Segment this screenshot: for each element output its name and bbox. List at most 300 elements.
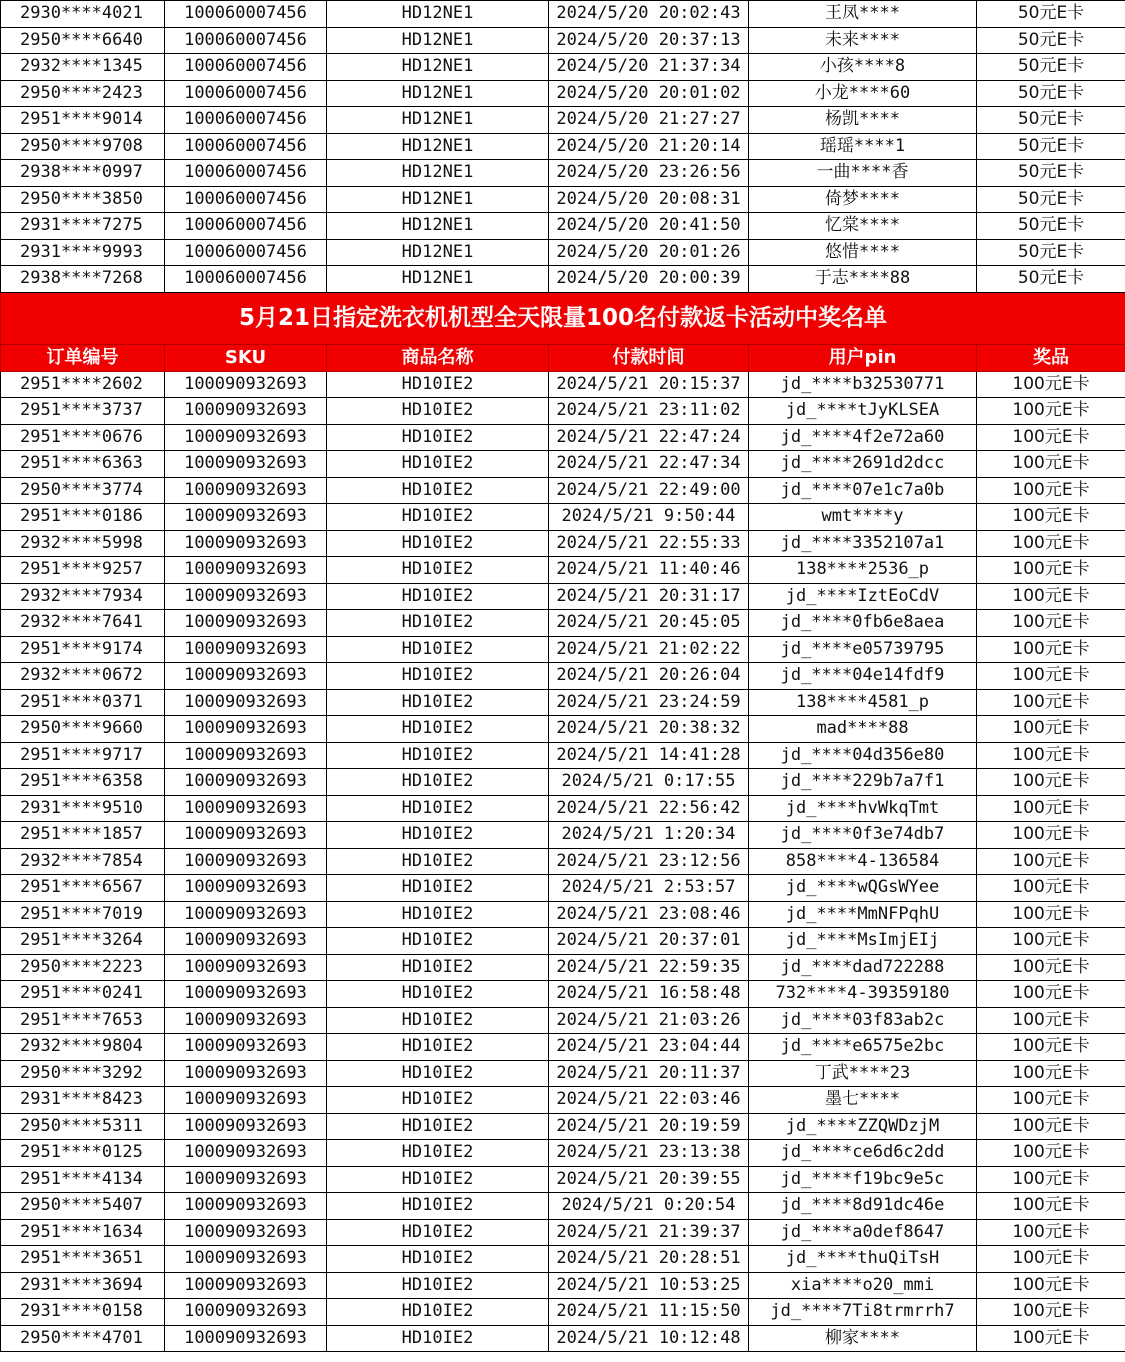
product-name-cell: HD10IE2 — [327, 504, 549, 531]
order-id-cell: 2950****5311 — [1, 1113, 165, 1140]
product-name-cell: HD10IE2 — [327, 1060, 549, 1087]
payment-time-cell: 2024/5/21 20:19:59 — [549, 1113, 749, 1140]
payment-time-cell: 2024/5/20 21:20:14 — [549, 133, 749, 160]
product-name-cell: HD10IE2 — [327, 663, 549, 690]
payment-time-cell: 2024/5/21 22:55:33 — [549, 530, 749, 557]
user-pin-cell: jd_****04d356e80 — [749, 742, 977, 769]
payment-time-cell: 2024/5/21 23:13:38 — [549, 1140, 749, 1167]
sku-cell: 100090932693 — [165, 981, 327, 1008]
table-row — [1, 107, 1125, 134]
order-id-cell: 2931****8423 — [1, 1087, 165, 1114]
order-id-cell: 2951****3264 — [1, 928, 165, 955]
sku-cell: 100090932693 — [165, 610, 327, 637]
sku-cell: 100090932693 — [165, 530, 327, 557]
sku-cell: 100090932693 — [165, 477, 327, 504]
payment-time-cell: 2024/5/21 10:12:48 — [549, 1325, 749, 1352]
payment-time-cell: 2024/5/21 23:11:02 — [549, 398, 749, 425]
header-payment-time: 付款时间 — [549, 344, 749, 371]
payment-time-cell: 2024/5/21 22:03:46 — [549, 1087, 749, 1114]
product-name-cell: HD12NE1 — [327, 107, 549, 134]
section-title-row — [1, 292, 1125, 344]
order-id-cell: 2931****9993 — [1, 239, 165, 266]
product-name-cell: HD10IE2 — [327, 795, 549, 822]
payment-time-cell: 2024/5/21 21:39:37 — [549, 1219, 749, 1246]
user-pin-cell: 柳家**** — [749, 1325, 977, 1352]
prize-cell: 100元E卡 — [977, 398, 1125, 425]
prize-cell: 100元E卡 — [977, 981, 1125, 1008]
sku-cell: 100090932693 — [165, 716, 327, 743]
table-row — [1, 1007, 1125, 1034]
sku-cell: 100090932693 — [165, 1272, 327, 1299]
prize-cell: 100元E卡 — [977, 1272, 1125, 1299]
sku-cell: 100090932693 — [165, 742, 327, 769]
header-order-id: 订单编号 — [1, 344, 165, 371]
table-row — [1, 477, 1125, 504]
payment-time-cell: 2024/5/21 20:38:32 — [549, 716, 749, 743]
product-name-cell: HD10IE2 — [327, 742, 549, 769]
sku-cell: 100060007456 — [165, 27, 327, 54]
prize-cell: 50元E卡 — [977, 239, 1125, 266]
prize-cell: 100元E卡 — [977, 769, 1125, 796]
user-pin-cell: 墨七**** — [749, 1087, 977, 1114]
product-name-cell: HD10IE2 — [327, 875, 549, 902]
table-row — [1, 371, 1125, 398]
user-pin-cell: jd_****hvWkqTmt — [749, 795, 977, 822]
sku-cell: 100060007456 — [165, 213, 327, 240]
user-pin-cell: 138****4581_p — [749, 689, 977, 716]
sku-cell: 100090932693 — [165, 795, 327, 822]
payment-time-cell: 2024/5/21 20:15:37 — [549, 371, 749, 398]
user-pin-cell: 忆棠**** — [749, 213, 977, 240]
prize-cell: 50元E卡 — [977, 133, 1125, 160]
prize-cell: 100元E卡 — [977, 1219, 1125, 1246]
prize-cell: 100元E卡 — [977, 371, 1125, 398]
prize-cell: 50元E卡 — [977, 27, 1125, 54]
table-row — [1, 822, 1125, 849]
product-name-cell: HD12NE1 — [327, 133, 549, 160]
payment-time-cell: 2024/5/20 20:02:43 — [549, 1, 749, 28]
payment-time-cell: 2024/5/21 21:03:26 — [549, 1007, 749, 1034]
product-name-cell: HD10IE2 — [327, 398, 549, 425]
product-name-cell: HD10IE2 — [327, 371, 549, 398]
table-row — [1, 504, 1125, 531]
product-name-cell: HD12NE1 — [327, 80, 549, 107]
table-row — [1, 663, 1125, 690]
section1-rows — [1, 1, 1125, 293]
payment-time-cell: 2024/5/20 20:41:50 — [549, 213, 749, 240]
user-pin-cell: wmt****y — [749, 504, 977, 531]
prize-cell: 100元E卡 — [977, 716, 1125, 743]
product-name-cell: HD10IE2 — [327, 1034, 549, 1061]
table-row — [1, 848, 1125, 875]
payment-time-cell: 2024/5/21 20:28:51 — [549, 1246, 749, 1273]
product-name-cell: HD10IE2 — [327, 1007, 549, 1034]
payment-time-cell: 2024/5/21 20:31:17 — [549, 583, 749, 610]
payment-time-cell: 2024/5/21 22:56:42 — [549, 795, 749, 822]
table-row — [1, 1034, 1125, 1061]
user-pin-cell: jd_****MmNFPqhU — [749, 901, 977, 928]
table-row — [1, 186, 1125, 213]
prize-cell: 100元E卡 — [977, 583, 1125, 610]
user-pin-cell: jd_****f19bc9e5c — [749, 1166, 977, 1193]
sku-cell: 100090932693 — [165, 769, 327, 796]
sku-cell: 100090932693 — [165, 1325, 327, 1352]
order-id-cell: 2950****3850 — [1, 186, 165, 213]
user-pin-cell: jd_****229b7a7f1 — [749, 769, 977, 796]
table-row — [1, 981, 1125, 1008]
order-id-cell: 2951****9717 — [1, 742, 165, 769]
payment-time-cell: 2024/5/20 20:37:13 — [549, 27, 749, 54]
payment-time-cell: 2024/5/20 21:37:34 — [549, 54, 749, 81]
prize-cell: 100元E卡 — [977, 1193, 1125, 1220]
prize-cell: 50元E卡 — [977, 266, 1125, 293]
table-row — [1, 1113, 1125, 1140]
table-row — [1, 1219, 1125, 1246]
product-name-cell: HD12NE1 — [327, 239, 549, 266]
table-row — [1, 424, 1125, 451]
prize-cell: 100元E卡 — [977, 451, 1125, 478]
user-pin-cell: 一曲****香 — [749, 160, 977, 187]
payment-time-cell: 2024/5/21 20:45:05 — [549, 610, 749, 637]
table-row — [1, 795, 1125, 822]
user-pin-cell: jd_****thuQiTsH — [749, 1246, 977, 1273]
order-id-cell: 2932****7934 — [1, 583, 165, 610]
order-id-cell: 2951****1857 — [1, 822, 165, 849]
table-row — [1, 742, 1125, 769]
order-id-cell: 2951****7019 — [1, 901, 165, 928]
order-id-cell: 2950****9708 — [1, 133, 165, 160]
payment-time-cell: 2024/5/21 20:26:04 — [549, 663, 749, 690]
sku-cell: 100090932693 — [165, 928, 327, 955]
order-id-cell: 2951****0676 — [1, 424, 165, 451]
user-pin-cell: jd_****0f3e74db7 — [749, 822, 977, 849]
product-name-cell: HD10IE2 — [327, 451, 549, 478]
table-row — [1, 1060, 1125, 1087]
sku-cell: 100090932693 — [165, 1034, 327, 1061]
order-id-cell: 2932****1345 — [1, 54, 165, 81]
table-row — [1, 1166, 1125, 1193]
product-name-cell: HD12NE1 — [327, 1, 549, 28]
table-row — [1, 451, 1125, 478]
user-pin-cell: jd_****b32530771 — [749, 371, 977, 398]
order-id-cell: 2932****9804 — [1, 1034, 165, 1061]
product-name-cell: HD10IE2 — [327, 583, 549, 610]
user-pin-cell: 未来**** — [749, 27, 977, 54]
payment-time-cell: 2024/5/20 20:01:02 — [549, 80, 749, 107]
table-row — [1, 928, 1125, 955]
prize-cell: 100元E卡 — [977, 663, 1125, 690]
prize-cell: 50元E卡 — [977, 1, 1125, 28]
table-row — [1, 610, 1125, 637]
user-pin-cell: jd_****wQGsWYee — [749, 875, 977, 902]
order-id-cell: 2951****6363 — [1, 451, 165, 478]
user-pin-cell: jd_****ce6d6c2dd — [749, 1140, 977, 1167]
sku-cell: 100090932693 — [165, 1007, 327, 1034]
prize-cell: 100元E卡 — [977, 954, 1125, 981]
order-id-cell: 2951****2602 — [1, 371, 165, 398]
user-pin-cell: jd_****0fb6e8aea — [749, 610, 977, 637]
prize-cell: 100元E卡 — [977, 1325, 1125, 1352]
prize-cell: 100元E卡 — [977, 901, 1125, 928]
payment-time-cell: 2024/5/21 23:08:46 — [549, 901, 749, 928]
order-id-cell: 2950****9660 — [1, 716, 165, 743]
column-header-row — [1, 344, 1125, 371]
order-id-cell: 2951****9174 — [1, 636, 165, 663]
sku-cell: 100090932693 — [165, 1140, 327, 1167]
product-name-cell: HD10IE2 — [327, 901, 549, 928]
order-id-cell: 2931****9510 — [1, 795, 165, 822]
sku-cell: 100090932693 — [165, 371, 327, 398]
sku-cell: 100090932693 — [165, 398, 327, 425]
user-pin-cell: 倚梦**** — [749, 186, 977, 213]
prize-cell: 100元E卡 — [977, 424, 1125, 451]
payment-time-cell: 2024/5/21 10:53:25 — [549, 1272, 749, 1299]
table-row — [1, 636, 1125, 663]
table-row — [1, 1, 1125, 28]
product-name-cell: HD10IE2 — [327, 1299, 549, 1326]
user-pin-cell: jd_****a0def8647 — [749, 1219, 977, 1246]
prize-cell: 100元E卡 — [977, 689, 1125, 716]
prize-cell: 100元E卡 — [977, 504, 1125, 531]
sku-cell: 100090932693 — [165, 557, 327, 584]
order-id-cell: 2951****0186 — [1, 504, 165, 531]
product-name-cell: HD10IE2 — [327, 530, 549, 557]
sku-cell: 100090932693 — [165, 689, 327, 716]
product-name-cell: HD12NE1 — [327, 54, 549, 81]
product-name-cell: HD10IE2 — [327, 1166, 549, 1193]
sku-cell: 100090932693 — [165, 1087, 327, 1114]
payment-time-cell: 2024/5/21 22:47:24 — [549, 424, 749, 451]
product-name-cell: HD10IE2 — [327, 954, 549, 981]
section2-rows — [1, 371, 1125, 1352]
product-name-cell: HD10IE2 — [327, 822, 549, 849]
sku-cell: 100090932693 — [165, 822, 327, 849]
sku-cell: 100090932693 — [165, 1060, 327, 1087]
prize-cell: 100元E卡 — [977, 1007, 1125, 1034]
payment-time-cell: 2024/5/21 20:11:37 — [549, 1060, 749, 1087]
order-id-cell: 2951****3651 — [1, 1246, 165, 1273]
product-name-cell: HD10IE2 — [327, 769, 549, 796]
table-row — [1, 213, 1125, 240]
payment-time-cell: 2024/5/21 22:49:00 — [549, 477, 749, 504]
product-name-cell: HD10IE2 — [327, 981, 549, 1008]
product-name-cell: HD10IE2 — [327, 477, 549, 504]
prize-cell: 50元E卡 — [977, 80, 1125, 107]
table-row — [1, 266, 1125, 293]
order-id-cell: 2951****0241 — [1, 981, 165, 1008]
user-pin-cell: jd_****03f83ab2c — [749, 1007, 977, 1034]
product-name-cell: HD10IE2 — [327, 1272, 549, 1299]
order-id-cell: 2950****2223 — [1, 954, 165, 981]
sku-cell: 100060007456 — [165, 266, 327, 293]
user-pin-cell: jd_****4f2e72a60 — [749, 424, 977, 451]
table-row — [1, 530, 1125, 557]
payment-time-cell: 2024/5/20 20:08:31 — [549, 186, 749, 213]
sku-cell: 100090932693 — [165, 875, 327, 902]
user-pin-cell: jd_****ZZQWDzjM — [749, 1113, 977, 1140]
product-name-cell: HD12NE1 — [327, 186, 549, 213]
header-product-name: 商品名称 — [327, 344, 549, 371]
order-id-cell: 2938****7268 — [1, 266, 165, 293]
sku-cell: 100060007456 — [165, 133, 327, 160]
table-row — [1, 1272, 1125, 1299]
payment-time-cell: 2024/5/20 20:01:26 — [549, 239, 749, 266]
user-pin-cell: jd_****e6575e2bc — [749, 1034, 977, 1061]
product-name-cell: HD10IE2 — [327, 716, 549, 743]
payment-time-cell: 2024/5/21 11:40:46 — [549, 557, 749, 584]
payment-time-cell: 2024/5/21 22:59:35 — [549, 954, 749, 981]
product-name-cell: HD10IE2 — [327, 1087, 549, 1114]
table-row — [1, 769, 1125, 796]
table-row — [1, 54, 1125, 81]
header-user-pin: 用户pin — [749, 344, 977, 371]
product-name-cell: HD10IE2 — [327, 636, 549, 663]
sku-cell: 100090932693 — [165, 954, 327, 981]
order-id-cell: 2931****0158 — [1, 1299, 165, 1326]
user-pin-cell: jd_****3352107a1 — [749, 530, 977, 557]
user-pin-cell: 138****2536_p — [749, 557, 977, 584]
product-name-cell: HD12NE1 — [327, 213, 549, 240]
order-id-cell: 2950****2423 — [1, 80, 165, 107]
prize-cell: 100元E卡 — [977, 610, 1125, 637]
sku-cell: 100090932693 — [165, 1193, 327, 1220]
prize-cell: 100元E卡 — [977, 795, 1125, 822]
sku-cell: 100090932693 — [165, 451, 327, 478]
user-pin-cell: xia****o20_mmi — [749, 1272, 977, 1299]
sku-cell: 100090932693 — [165, 1246, 327, 1273]
order-id-cell: 2951****3737 — [1, 398, 165, 425]
user-pin-cell: 858****4-136584 — [749, 848, 977, 875]
prize-cell: 100元E卡 — [977, 636, 1125, 663]
product-name-cell: HD10IE2 — [327, 928, 549, 955]
prize-cell: 100元E卡 — [977, 1166, 1125, 1193]
sku-cell: 100060007456 — [165, 239, 327, 266]
order-id-cell: 2951****6567 — [1, 875, 165, 902]
prize-cell: 50元E卡 — [977, 186, 1125, 213]
payment-time-cell: 2024/5/21 14:41:28 — [549, 742, 749, 769]
order-id-cell: 2932****7641 — [1, 610, 165, 637]
user-pin-cell: 732****4-39359180 — [749, 981, 977, 1008]
order-id-cell: 2951****6358 — [1, 769, 165, 796]
table-row — [1, 133, 1125, 160]
product-name-cell: HD10IE2 — [327, 1140, 549, 1167]
header-sku: SKU — [165, 344, 327, 371]
order-id-cell: 2932****5998 — [1, 530, 165, 557]
user-pin-cell: jd_****dad722288 — [749, 954, 977, 981]
prize-cell: 100元E卡 — [977, 875, 1125, 902]
prize-cell: 100元E卡 — [977, 1246, 1125, 1273]
sku-cell: 100090932693 — [165, 504, 327, 531]
table-row — [1, 80, 1125, 107]
order-id-cell: 2938****0997 — [1, 160, 165, 187]
order-id-cell: 2951****9014 — [1, 107, 165, 134]
order-id-cell: 2951****4134 — [1, 1166, 165, 1193]
user-pin-cell: 丁武****23 — [749, 1060, 977, 1087]
product-name-cell: HD10IE2 — [327, 610, 549, 637]
sku-cell: 100090932693 — [165, 583, 327, 610]
product-name-cell: HD12NE1 — [327, 160, 549, 187]
product-name-cell: HD10IE2 — [327, 557, 549, 584]
user-pin-cell: 小孩****8 — [749, 54, 977, 81]
sku-cell: 100090932693 — [165, 636, 327, 663]
payment-time-cell: 2024/5/21 23:24:59 — [549, 689, 749, 716]
prize-cell: 50元E卡 — [977, 213, 1125, 240]
user-pin-cell: jd_****e05739795 — [749, 636, 977, 663]
payment-time-cell: 2024/5/21 20:39:55 — [549, 1166, 749, 1193]
sku-cell: 100090932693 — [165, 1113, 327, 1140]
table-row — [1, 1140, 1125, 1167]
sku-cell: 100090932693 — [165, 1166, 327, 1193]
order-id-cell: 2950****4701 — [1, 1325, 165, 1352]
prize-cell: 100元E卡 — [977, 1140, 1125, 1167]
product-name-cell: HD10IE2 — [327, 848, 549, 875]
user-pin-cell: jd_****IztEoCdV — [749, 583, 977, 610]
sku-cell: 100060007456 — [165, 1, 327, 28]
table-row — [1, 1299, 1125, 1326]
prize-cell: 100元E卡 — [977, 822, 1125, 849]
product-name-cell: HD10IE2 — [327, 424, 549, 451]
prize-cell: 100元E卡 — [977, 1087, 1125, 1114]
order-id-cell: 2950****5407 — [1, 1193, 165, 1220]
user-pin-cell: jd_****07e1c7a0b — [749, 477, 977, 504]
user-pin-cell: mad****88 — [749, 716, 977, 743]
payment-time-cell: 2024/5/21 23:12:56 — [549, 848, 749, 875]
sku-cell: 100090932693 — [165, 848, 327, 875]
table-row — [1, 160, 1125, 187]
prize-cell: 50元E卡 — [977, 107, 1125, 134]
payment-time-cell: 2024/5/20 20:00:39 — [549, 266, 749, 293]
order-id-cell: 2932****7854 — [1, 848, 165, 875]
product-name-cell: HD10IE2 — [327, 1219, 549, 1246]
payment-time-cell: 2024/5/20 23:26:56 — [549, 160, 749, 187]
user-pin-cell: 杨凯**** — [749, 107, 977, 134]
order-id-cell: 2930****4021 — [1, 1, 165, 28]
product-name-cell: HD10IE2 — [327, 1193, 549, 1220]
payment-time-cell: 2024/5/21 22:47:34 — [549, 451, 749, 478]
table-row — [1, 557, 1125, 584]
payment-time-cell: 2024/5/21 23:04:44 — [549, 1034, 749, 1061]
sku-cell: 100060007456 — [165, 54, 327, 81]
user-pin-cell: 小龙****60 — [749, 80, 977, 107]
order-id-cell: 2932****0672 — [1, 663, 165, 690]
table-row — [1, 1325, 1125, 1352]
table-row — [1, 239, 1125, 266]
payment-time-cell: 2024/5/21 0:17:55 — [549, 769, 749, 796]
prize-cell: 100元E卡 — [977, 1299, 1125, 1326]
sku-cell: 100060007456 — [165, 186, 327, 213]
prize-cell: 100元E卡 — [977, 848, 1125, 875]
prize-cell: 50元E卡 — [977, 54, 1125, 81]
sku-cell: 100060007456 — [165, 160, 327, 187]
user-pin-cell: jd_****04e14fdf9 — [749, 663, 977, 690]
user-pin-cell: 于志****88 — [749, 266, 977, 293]
prize-cell: 100元E卡 — [977, 557, 1125, 584]
user-pin-cell: jd_****7Ti8trmrrh7 — [749, 1299, 977, 1326]
section-title: 5月21日指定洗衣机机型全天限量100名付款返卡活动中奖名单 — [1, 292, 1125, 344]
prize-cell: 100元E卡 — [977, 928, 1125, 955]
sku-cell: 100090932693 — [165, 663, 327, 690]
table-row — [1, 875, 1125, 902]
product-name-cell: HD12NE1 — [327, 27, 549, 54]
order-id-cell: 2931****3694 — [1, 1272, 165, 1299]
table-row — [1, 1087, 1125, 1114]
order-id-cell: 2950****3292 — [1, 1060, 165, 1087]
product-name-cell: HD10IE2 — [327, 689, 549, 716]
sku-cell: 100060007456 — [165, 107, 327, 134]
table-row — [1, 398, 1125, 425]
prize-cell: 100元E卡 — [977, 1034, 1125, 1061]
table-row — [1, 583, 1125, 610]
